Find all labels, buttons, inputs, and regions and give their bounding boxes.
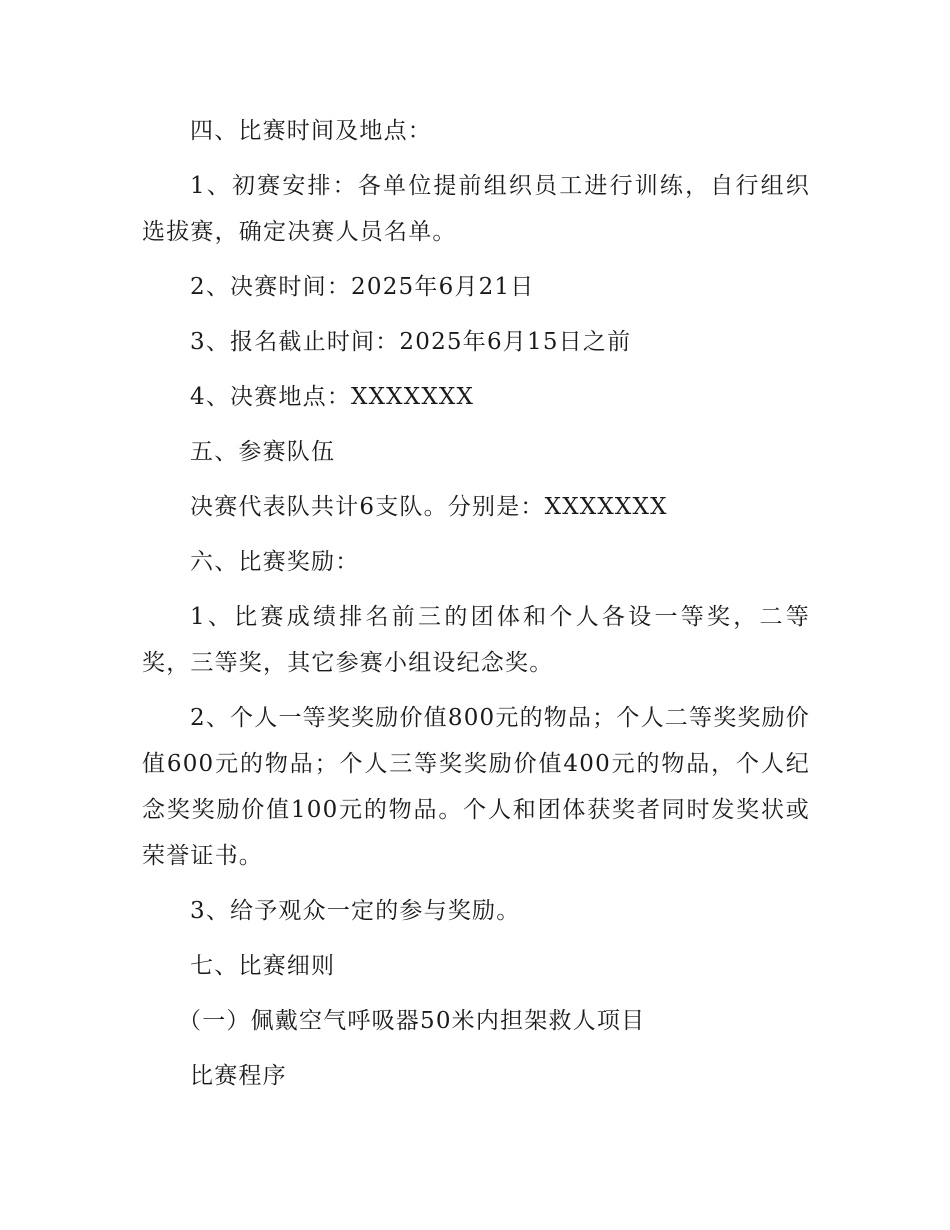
subheading-competition-procedure: 比赛程序 (190, 1063, 287, 1089)
paragraph-registration-deadline: 3、报名截止时间：2025年6月15日之前 (190, 329, 632, 355)
section-heading-rules: 七、比赛细则 (190, 953, 336, 979)
paragraph-award-levels: 1、比赛成绩排名前三的团体和个人各设一等奖，二等奖，三等奖，其它参赛小组设纪念奖。 (142, 604, 810, 676)
paragraph-final-location: 4、决赛地点：XXXXXXX (190, 384, 475, 410)
paragraph-teams: 决赛代表队共计6支队。分别是：XXXXXXX (190, 494, 668, 520)
document-body (142, 108, 810, 1099)
paragraph-award-values: 2、个人一等奖奖励价值800元的物品；个人二等奖奖励价值600元的物品；个人三等奖奖励价值400元的物品，个人纪念奖奖励价值100元的物品。个人和团体获奖者同时发奖状或荣誉证书。 (142, 705, 810, 869)
section-heading-awards: 六、比赛奖励： (190, 549, 360, 575)
paragraph-audience-award: 3、给予观众一定的参与奖励。 (190, 898, 521, 924)
section-heading-time-location: 四、比赛时间及地点： (190, 118, 432, 144)
subsection-heading-stretcher-rescue: （一）佩戴空气呼吸器50米内担架救人项目 (178, 1008, 646, 1034)
paragraph-final-time: 2、决赛时间：2025年6月21日 (190, 274, 535, 300)
section-heading-teams: 五、参赛队伍 (190, 439, 336, 465)
paragraph-preliminary: 1、初赛安排：各单位提前组织员工进行训练，自行组织选拔赛，确定决赛人员名单。 (142, 173, 810, 245)
